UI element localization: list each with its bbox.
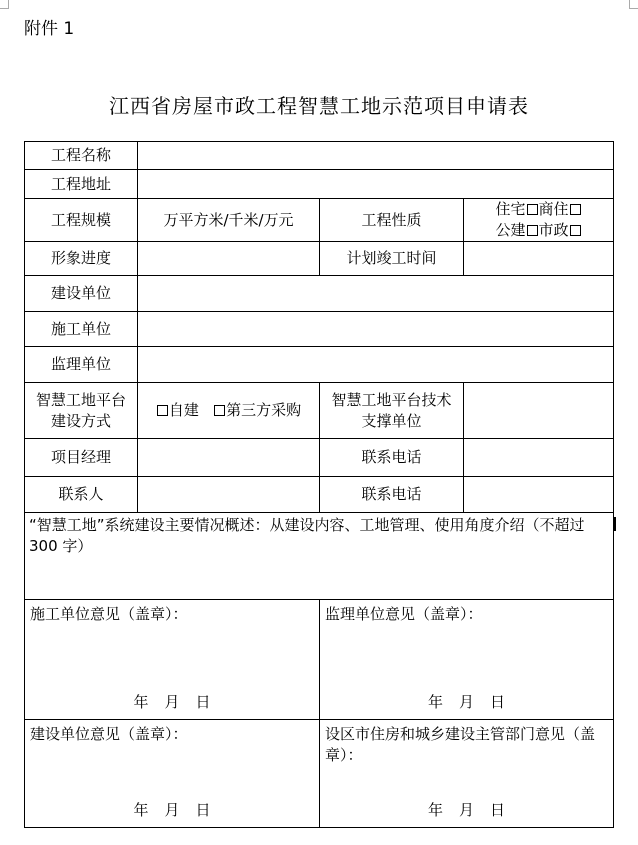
date-month: 月: [459, 693, 475, 711]
platform-options: [138, 383, 320, 439]
option-self-built: 自建: [168, 401, 199, 419]
builder-label: 建设单位: [25, 276, 138, 312]
nature-options: [464, 199, 614, 242]
tech-support-label: 智慧工地平台技术支撑单位: [320, 383, 464, 439]
authority-opinion-field[interactable]: [320, 720, 614, 828]
manager-field[interactable]: [138, 439, 320, 477]
date-month: 月: [164, 693, 180, 711]
page-title: 江西省房屋市政工程智慧工地示范项目申请表: [109, 94, 529, 118]
date-year: 年: [133, 801, 149, 819]
checkbox-residential[interactable]: [527, 204, 538, 215]
application-form-table: [24, 141, 614, 828]
completion-field[interactable]: [464, 242, 614, 276]
date-line: [25, 800, 319, 821]
checkbox-commercial-residential[interactable]: [570, 204, 581, 215]
builder-field[interactable]: [138, 276, 614, 312]
contractor-field[interactable]: [138, 312, 614, 347]
contractor-opinion-label: 施工单位意见（盖章）：: [30, 605, 188, 623]
platform-label: 智慧工地平台建设方式: [25, 383, 138, 439]
date-year: 年: [427, 801, 443, 819]
page-corner-mark: [629, 0, 638, 9]
checkbox-third-party[interactable]: [214, 405, 225, 416]
scale-field[interactable]: [138, 199, 320, 242]
date-day: 日: [195, 801, 211, 819]
contractor-label: 施工单位: [25, 312, 138, 347]
scale-unit: 万平方米/千米/万元: [163, 210, 294, 229]
option-residential: 住宅: [495, 200, 526, 218]
text-cursor-mark: [614, 517, 616, 531]
phone-label: 联系电话: [320, 477, 464, 513]
date-year: 年: [427, 693, 443, 711]
date-day: 日: [195, 693, 211, 711]
progress-label: 形象进度: [25, 242, 138, 276]
project-name-field[interactable]: [138, 142, 614, 170]
date-line: [320, 800, 613, 821]
builder-opinion-label: 建设单位意见（盖章）：: [30, 725, 188, 743]
contractor-opinion-field[interactable]: [25, 600, 320, 720]
project-address-label: 工程地址: [25, 170, 138, 199]
supervisor-opinion-field[interactable]: [320, 600, 614, 720]
supervisor-opinion-label: 监理单位意见（盖章）：: [325, 605, 483, 623]
manager-phone-field[interactable]: [464, 439, 614, 477]
date-line: [25, 692, 319, 713]
project-name-label: 工程名称: [25, 142, 138, 170]
option-public-building: 公建: [495, 221, 526, 239]
date-month: 月: [459, 801, 475, 819]
checkbox-municipal[interactable]: [570, 225, 581, 236]
tech-support-field[interactable]: [464, 383, 614, 439]
contact-field[interactable]: [138, 477, 320, 513]
progress-field[interactable]: [138, 242, 320, 276]
scale-label: 工程规模: [25, 199, 138, 242]
description-prompt: “智慧工地”系统建设主要情况概述：从建设内容、工地管理、使用角度介绍（不超过 300 字）: [29, 516, 585, 555]
builder-opinion-field[interactable]: [25, 720, 320, 828]
page-corner-mark: [0, 0, 9, 9]
contact-phone-field[interactable]: [464, 477, 614, 513]
date-line: [320, 692, 613, 713]
supervisor-field[interactable]: [138, 347, 614, 383]
date-day: 日: [490, 801, 506, 819]
option-third-party: 第三方采购: [226, 401, 302, 419]
attachment-label: 附件 1: [24, 19, 75, 39]
manager-label: 项目经理: [25, 439, 138, 477]
description-field[interactable]: [25, 513, 614, 600]
date-month: 月: [164, 801, 180, 819]
nature-label: 工程性质: [320, 199, 464, 242]
checkbox-public-building[interactable]: [527, 225, 538, 236]
contact-label: 联系人: [25, 477, 138, 513]
date-year: 年: [133, 693, 149, 711]
completion-label: 计划竣工时间: [320, 242, 464, 276]
supervisor-label: 监理单位: [25, 347, 138, 383]
phone-label: 联系电话: [320, 439, 464, 477]
option-municipal: 市政: [538, 221, 569, 239]
authority-opinion-label: 设区市住房和城乡建设主管部门意见（盖章）：: [325, 725, 596, 764]
checkbox-self-built[interactable]: [157, 405, 168, 416]
option-commercial-residential: 商住: [538, 200, 569, 218]
date-day: 日: [490, 693, 506, 711]
project-address-field[interactable]: [138, 170, 614, 199]
